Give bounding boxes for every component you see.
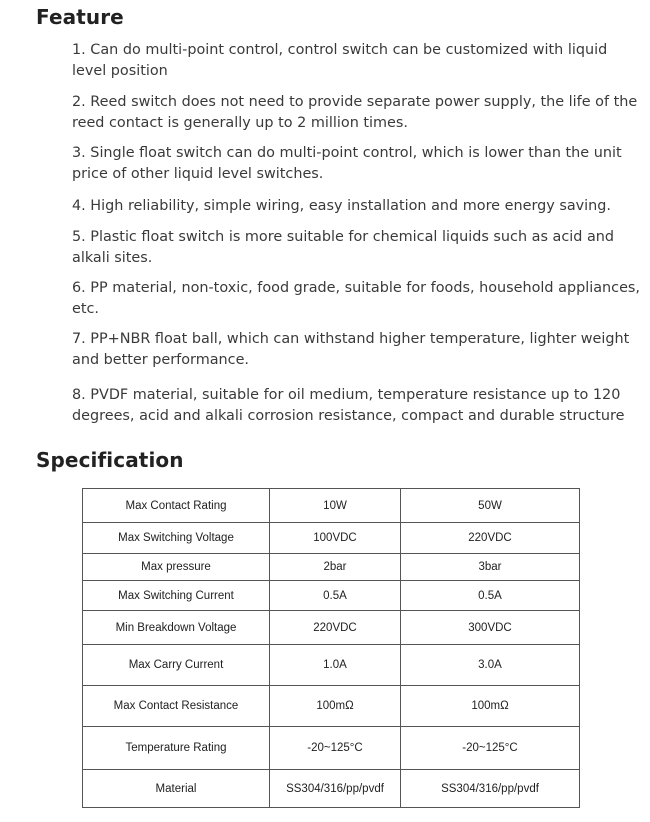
spec-value-cell: 2bar: [270, 554, 401, 581]
spec-label-cell: Max Switching Voltage: [83, 523, 270, 554]
table-row: [83, 686, 580, 727]
feature-heading: Feature: [36, 5, 124, 29]
table-row: [83, 645, 580, 686]
spec-label-cell: Max Carry Current: [83, 645, 270, 686]
spec-value-cell: 220VDC: [401, 523, 580, 554]
feature-item: 8. PVDF material, suitable for oil medium, temperature resistance up to 120 degrees, acid and alkali corrosion resistance, compact and durable structure: [72, 387, 625, 424]
table-row: [83, 489, 580, 523]
feature-item: 5. Plastic float switch is more suitable for chemical liquids such as acid and alkali sites.: [72, 229, 615, 266]
spec-label-cell: Temperature Rating: [83, 727, 270, 770]
feature-item: 1. Can do multi-point control, control switch can be customized with liquid level position: [72, 42, 608, 79]
spec-value-cell: SS304/316/pp/pvdf: [401, 770, 580, 808]
spec-value-cell: 100mΩ: [401, 686, 580, 727]
table-row: [83, 523, 580, 554]
spec-label-cell: Max Contact Rating: [83, 489, 270, 523]
spec-label-cell: Max Switching Current: [83, 581, 270, 611]
spec-value-cell: 100mΩ: [270, 686, 401, 727]
table-row: [83, 727, 580, 770]
feature-item: 2. Reed switch does not need to provide separate power supply, the life of the reed contact is generally up to 2 million times.: [72, 94, 638, 131]
spec-value-cell: 300VDC: [401, 611, 580, 645]
feature-item: 4. High reliability, simple wiring, easy installation and more energy saving.: [72, 198, 611, 214]
spec-value-cell: 1.0A: [270, 645, 401, 686]
spec-value-cell: SS304/316/pp/pvdf: [270, 770, 401, 808]
table-row: [83, 581, 580, 611]
spec-value-cell: 3bar: [401, 554, 580, 581]
table-row: [83, 554, 580, 581]
spec-value-cell: 3.0A: [401, 645, 580, 686]
spec-value-cell: 220VDC: [270, 611, 401, 645]
spec-label-cell: Min Breakdown Voltage: [83, 611, 270, 645]
spec-value-cell: -20~125°C: [401, 727, 580, 770]
feature-item: 6. PP material, non-toxic, food grade, suitable for foods, household appliances, etc.: [72, 280, 641, 317]
specification-heading: Specification: [36, 448, 184, 472]
spec-label-cell: Max Contact Resistance: [83, 686, 270, 727]
spec-value-cell: 0.5A: [401, 581, 580, 611]
spec-value-cell: -20~125°C: [270, 727, 401, 770]
spec-value-cell: 50W: [401, 489, 580, 523]
table-row: [83, 611, 580, 645]
spec-value-cell: 100VDC: [270, 523, 401, 554]
spec-value-cell: 10W: [270, 489, 401, 523]
table-row: [83, 770, 580, 808]
spec-value-cell: 0.5A: [270, 581, 401, 611]
spec-label-cell: Material: [83, 770, 270, 808]
spec-label-cell: Max pressure: [83, 554, 270, 581]
feature-item: 3. Single float switch can do multi-point control, which is lower than the unit price of other liquid level switches.: [72, 145, 622, 182]
feature-item: 7. PP+NBR float ball, which can withstand higher temperature, lighter weight and better performance.: [72, 331, 630, 368]
specification-table: [82, 488, 580, 808]
